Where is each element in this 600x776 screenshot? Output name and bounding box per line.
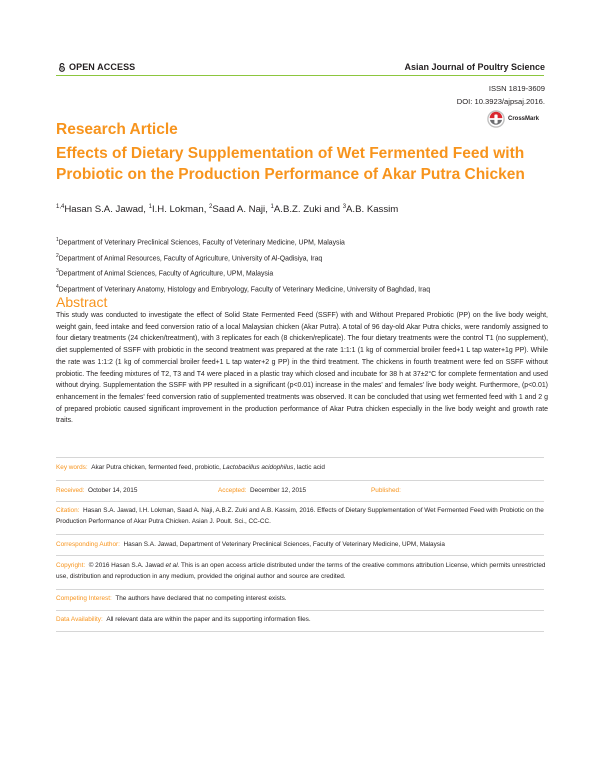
header-rule: [56, 75, 544, 76]
data-availability: [56, 614, 548, 625]
crossmark-label: CrossMark: [508, 116, 540, 122]
availability-text: All relevant data are within the paper and its supporting information files.: [106, 616, 311, 623]
journal-name: Asian Journal of Poultry Science: [404, 62, 545, 72]
received-date: October 14, 2015: [87, 487, 138, 494]
author: $^1$I.H. Lokman: [148, 204, 204, 216]
availability-label: Data Availability:: [56, 616, 103, 623]
author-list: $^{1,4}$Hasan S.A. Jawad, $^1$I.H. Lokman, $^2$Saad A. Naji, $^1$A.B.Z. Zuki and $^3$A.B. Kassim: [56, 204, 399, 216]
author: $^2$Saad A. Naji: [209, 204, 266, 216]
affiliation: $^4$Department of Veterinary Anatomy, Histology and Embryology, Faculty of Veterinary Medicine, University of Baghdad, Iraq: [56, 283, 431, 293]
crossmark-badge[interactable]: [487, 110, 539, 128]
abstract-body: This study was conducted to investigate the effect of Solid State Fermented Feed (SSFF) with and Without Prepared Probiotic (PP) on the live body weight, weight gain, feed intake and feed conversion ratio of a local Malaysian chicken (Akar Putra). A total of 96 day-old Akar Putra chicks, were randomly assigned to four dietary treatments (24 chicken/treatment), with 3 replicates for each (8 chicken/replicate). The four dietary treatments were the control T1 (no supplement), diet supplemented of SSFF with probiotic in the second treatment was prepared at the rate 1:1:1 (1 kg of commercial broiler feed+1 L tap water+1g PP). While the rate was 1:1:2 (1 kg of commercial broiler feed+1 L tap water+2 g PP) in the third treatment. The chickens in fourth treatment were fed on SSFF without probiotic. The feeding mixtures of T2, T3 and T4 were placed in a plastic tray which closed and incubate for 38 h at 37±2°C for complete fermentation and used without drying. Supplementation the SSFF with PP resulted in a significant (p<0.01) increase in the males' and females' live body weight. Furthermore, (p<0.01) enhancement in the females' feed conversion ratio of supplemented treatments was observed. It can be concluded that using wet fermented feed with 1 and 2 g of prepared probiotic caused significant improvement in the production performance of Akar Putra chicken especially in the live body weight and growth rate traits.: [56, 312, 548, 425]
accepted-label: Accepted:: [218, 487, 247, 494]
received-label: Received:: [56, 487, 85, 494]
divider: [56, 555, 544, 556]
article-title: Effects of Dietary Supplementation of Wet Fermented Feed with Probiotic on the Production Performance of Akar Putra Chicken: [56, 145, 525, 183]
crossmark-icon: [487, 110, 505, 128]
open-access-label: OPEN ACCESS: [69, 62, 136, 72]
author: $^1$A.B.Z. Zuki: [270, 204, 322, 216]
author: $^3$A.B. Kassim: [342, 204, 399, 216]
open-access-badge: [58, 62, 135, 72]
keywords-label: Key words:: [56, 464, 88, 471]
competing-text: The authors have declared that no competing interest exists.: [115, 595, 287, 602]
competing-interest: [56, 593, 548, 604]
divider: [56, 501, 544, 502]
author: $^{1,4}$Hasan S.A. Jawad: [56, 204, 144, 216]
corresponding-author: [56, 539, 548, 550]
open-access-lock-icon: [58, 63, 66, 72]
article-type: Research Article: [56, 121, 178, 138]
citation-text: Hasan S.A. Jawad, I.H. Lokman, Saad A. Naji, A.B.Z. Zuki and A.B. Kassim, 2016. Effects of Dietary Supplementation of Wet Fermented Feed with Probiotic on the Production Performance of Akar Putra Chicken. Asian J. Poult. Sci., CC-CC.: [56, 507, 544, 525]
corresponding-text: Hasan S.A. Jawad, Department of Veterinary Preclinical Sciences, Faculty of Veterinary Medicine, UPM, Malaysia: [123, 541, 445, 548]
divider: [56, 610, 544, 611]
copyright: Copyright: © 2016 Hasan S.A. Jawad et al. This is an open access article distributed under the terms of the creative commons attribution License, which permits unrestricted use, distribution and reproduction in any medium, provided the original author and source are credited.: [56, 562, 546, 580]
keywords: Key words: Akar Putra chicken, fermented feed, probiotic, Lactobacillus acidophilus, lactic acid: [56, 464, 325, 471]
accepted-date: December 12, 2015: [249, 487, 307, 494]
divider: [56, 480, 544, 481]
affiliation-list: [56, 234, 556, 296]
issn: ISSN 1819-3609: [488, 84, 545, 93]
divider: [56, 534, 544, 535]
corresponding-label: Corresponding Author:: [56, 541, 120, 548]
divider: [56, 631, 544, 632]
affiliation: $^2$Department of Animal Resources, Faculty of Agriculture, University of Al-Qadisiya, Iraq: [56, 252, 323, 262]
competing-label: Competing Interest:: [56, 595, 112, 602]
divider: [56, 457, 544, 458]
dates-row: [56, 485, 548, 496]
published-label: Published:: [371, 487, 401, 494]
doi: DOI: 10.3923/ajpsaj.2016.: [456, 97, 545, 106]
divider: [56, 589, 544, 590]
citation-label: Citation:: [56, 507, 80, 514]
copyright-label: Copyright:: [56, 562, 86, 569]
affiliation: $^1$Department of Veterinary Preclinical Sciences, Faculty of Veterinary Medicine, UPM, Malaysia: [56, 237, 345, 247]
abstract-heading: Abstract: [56, 294, 108, 310]
affiliation: $^3$Department of Animal Sciences, Faculty of Agriculture, UPM, Malaysia: [56, 268, 274, 278]
citation: [56, 505, 548, 527]
